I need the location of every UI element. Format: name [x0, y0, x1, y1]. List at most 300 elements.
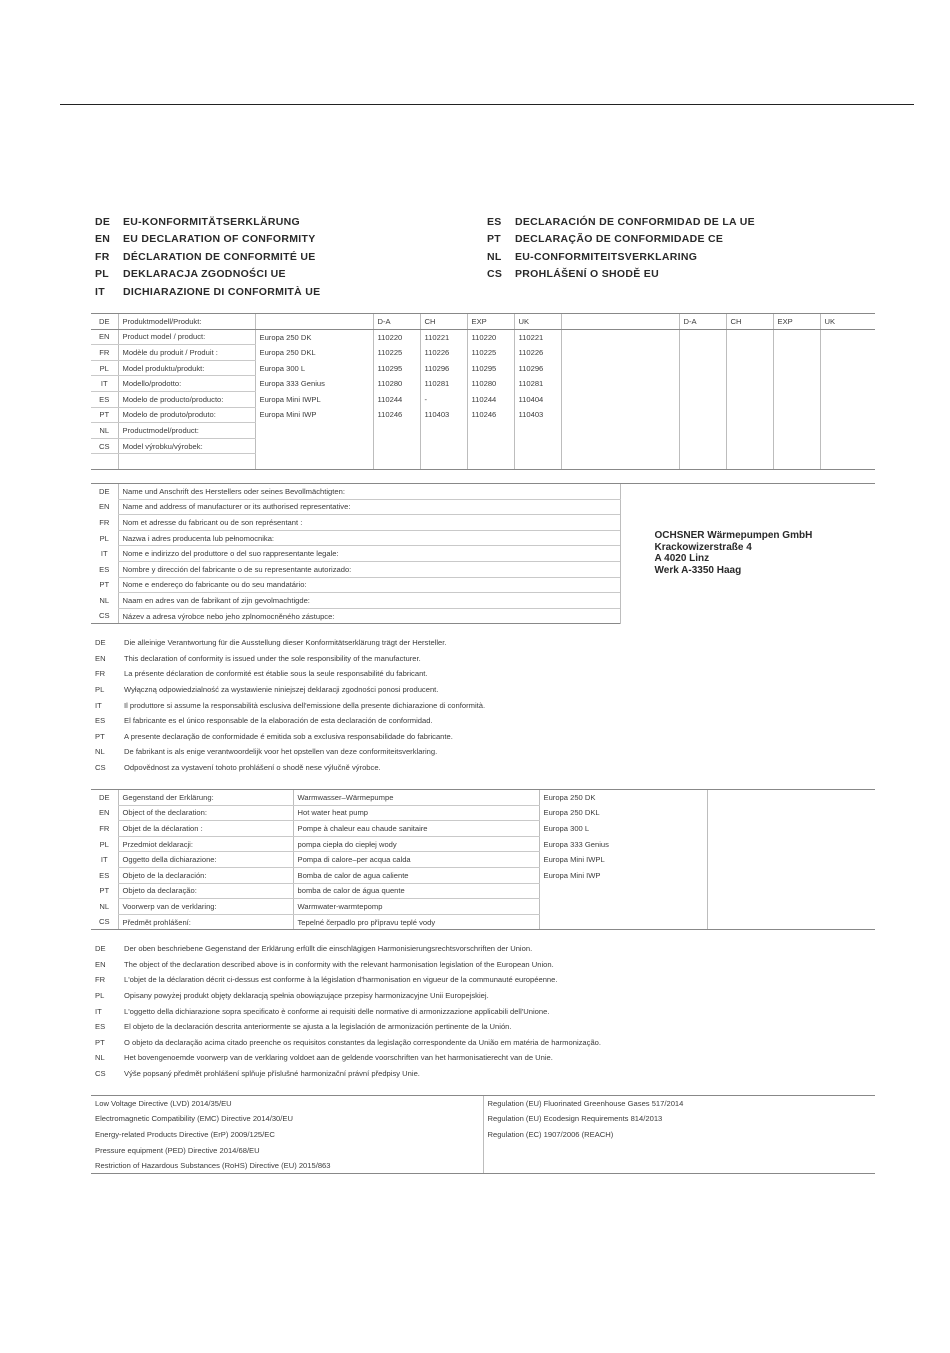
manufacturer-name: OCHSNER Wärmepumpen GmbH	[654, 530, 813, 541]
article-d-a: 110246	[373, 407, 420, 423]
product-row	[91, 407, 875, 423]
title-text: DECLARACIÓN DE CONFORMIDAD DE LA UE	[515, 215, 755, 228]
language-code: NL	[91, 423, 118, 439]
object-value: Hot water heat pump	[293, 805, 539, 821]
language-code: IT	[95, 1006, 102, 1016]
object-row	[91, 836, 875, 852]
language-code: ES	[487, 215, 502, 228]
language-code: PL	[99, 839, 109, 849]
manufacturer-plant: Werk A-3350 Haag	[654, 564, 742, 576]
article-exp	[467, 423, 514, 439]
object-label: Objet de la déclaration :	[118, 821, 293, 837]
empty-d-a-cell	[679, 423, 726, 439]
object-value: Warmwater-warmtepomp	[293, 899, 539, 915]
empty-uk-cell	[820, 345, 875, 361]
conformity-line	[95, 941, 875, 957]
product-label: Model výrobku/výrobek:	[118, 438, 255, 454]
empty-model-cell	[561, 345, 679, 361]
product-label: Product model / product:	[118, 329, 255, 345]
object-row	[91, 821, 875, 837]
header-ch: CH	[420, 314, 467, 330]
title-text: EU-KONFORMITÄTSERKLÄRUNG	[123, 215, 300, 228]
title-row	[95, 213, 320, 231]
object-model: Europa Mini IWP	[539, 867, 707, 883]
language-code: ES	[95, 716, 106, 726]
title-text: DECLARAÇÃO DE CONFORMIDADE CE	[515, 233, 724, 246]
directive-row	[91, 1127, 875, 1143]
language-code: EN	[98, 808, 110, 818]
article-d-a	[373, 423, 420, 439]
conformity-line	[95, 1066, 875, 1082]
empty-model-cell	[561, 391, 679, 407]
product-label	[118, 454, 255, 470]
language-code: DE	[91, 790, 118, 806]
language-code: CS	[91, 608, 118, 624]
article-d-a: 110244	[373, 391, 420, 407]
article-d-a	[373, 438, 420, 454]
empty-exp-cell	[773, 345, 820, 361]
object-row	[91, 805, 875, 821]
product-row	[91, 345, 875, 361]
language-code: DE	[91, 314, 118, 330]
empty-uk-cell	[820, 360, 875, 376]
product-row	[91, 438, 875, 454]
statement-text: Odpovědnost za vystavení tohoto prohlášení o shodě nese výlučně výrobce.	[124, 763, 381, 773]
empty-model-cell	[561, 423, 679, 439]
article-ch: 110226	[420, 345, 467, 361]
directive-item: Electromagnetic Compatibility (EMC) Directive 2014/30/EU	[95, 1114, 293, 1124]
language-code: IT	[95, 700, 102, 710]
empty-model-cell	[561, 329, 679, 345]
language-code: PT	[99, 886, 110, 896]
manufacturer-label: Nombre y dirección del fabricante o de su representante autorizado:	[118, 561, 620, 577]
article-uk: 110404	[514, 391, 561, 407]
empty-cell	[707, 883, 875, 899]
responsibility-line	[95, 666, 875, 682]
manufacturer-street: Krackowizerstraße 4	[654, 541, 752, 553]
empty-ch-cell	[726, 329, 773, 345]
object-model: Europa 250 DK	[539, 790, 707, 806]
product-row	[91, 423, 875, 439]
empty-ch-cell	[726, 454, 773, 470]
titles-right-column	[487, 213, 755, 283]
statement-text: L'oggetto della dichiarazione sopra specificato è conforme ai requisiti delle normative di armonizzazione applicabili dell'Unione.	[124, 1006, 550, 1016]
header-d-a: D-A	[373, 314, 420, 330]
product-row	[91, 329, 875, 345]
empty-uk-cell	[820, 376, 875, 392]
title-row	[95, 248, 320, 266]
statement-text: This declaration of conformity is issued under the sole responsibility of the manufacturer.	[124, 653, 421, 663]
header-ch-2: CH	[726, 314, 773, 330]
directive-item: Pressure equipment (PED) Directive 2014/68/EU	[95, 1145, 260, 1155]
empty-ch-cell	[726, 391, 773, 407]
product-label: Modèle du produit / Produit :	[118, 345, 255, 361]
language-code: ES	[99, 564, 110, 574]
article-uk	[514, 438, 561, 454]
empty-model-cell	[561, 360, 679, 376]
header-exp: EXP	[467, 314, 514, 330]
article-ch: 110403	[420, 407, 467, 423]
product-label: Modello/prodotto:	[118, 376, 255, 392]
manufacturer-row	[91, 484, 875, 500]
object-label: Object of the declaration:	[118, 805, 293, 821]
regulation-item: Regulation (EU) Ecodesign Requirements 814/2013	[483, 1111, 875, 1127]
language-code: DE	[91, 484, 118, 500]
product-model	[255, 454, 373, 470]
statement-text: Výše popsaný předmět prohlášení splňuje příslušné harmonizační právní předpisy Unie.	[124, 1069, 420, 1079]
empty-uk-cell	[820, 407, 875, 423]
product-row	[91, 391, 875, 407]
directive-row	[91, 1096, 875, 1112]
empty-cell	[707, 852, 875, 868]
manufacturer-label: Name and address of manufacturer or its authorised representative:	[118, 499, 620, 515]
empty-ch-cell	[726, 345, 773, 361]
empty-d-a-cell	[679, 360, 726, 376]
product-label: Model produktu/produkt:	[118, 360, 255, 376]
language-code: PT	[91, 407, 118, 423]
language-code: NL	[487, 250, 502, 263]
statement-text: La présente déclaration de conformité est établie sous la seule responsabilité du fabricant.	[124, 669, 428, 679]
language-code: ES	[91, 391, 118, 407]
statement-text: A presente declaração de conformidade é emitida sob a exclusiva responsabilidade do fabricante.	[124, 731, 453, 741]
title-row	[487, 231, 755, 249]
conformity-line	[95, 1003, 875, 1019]
article-ch	[420, 438, 467, 454]
object-value: Bomba de calor de agua caliente	[293, 867, 539, 883]
empty-cell	[707, 867, 875, 883]
article-uk: 110403	[514, 407, 561, 423]
header-rule	[60, 104, 914, 105]
statement-text: Der oben beschriebene Gegenstand der Erklärung erfüllt die einschlägigen Harmonisierungsrechtsvorschriften der Union.	[124, 944, 533, 954]
object-label: Objeto de la declaración:	[118, 867, 293, 883]
language-code: DE	[95, 638, 106, 648]
conformity-line	[95, 988, 875, 1004]
article-d-a: 110225	[373, 345, 420, 361]
title-text: PROHLÁŠENÍ O SHODĚ EU	[515, 268, 659, 281]
empty-d-a-cell	[679, 438, 726, 454]
language-code: PT	[99, 580, 110, 590]
header-uk-2: UK	[820, 314, 875, 330]
language-code: DE	[95, 215, 111, 228]
responsibility-line	[95, 729, 875, 745]
article-exp: 110225	[467, 345, 514, 361]
article-d-a: 110295	[373, 360, 420, 376]
language-code: PL	[91, 360, 118, 376]
regulation-item: Regulation (EC) 1907/2006 (REACH)	[483, 1127, 875, 1143]
language-code: PL	[95, 685, 105, 695]
manufacturer-city: A 4020 Linz	[654, 553, 710, 564]
statement-text: Het bovengenoemde voorwerp van de verklaring voldoet aan de geldende voorschriften van het harmonisatierecht van de Unie.	[124, 1053, 553, 1063]
article-ch: 110296	[420, 360, 467, 376]
object-value: Pompa di calore–per acqua calda	[293, 852, 539, 868]
empty-exp-cell	[773, 438, 820, 454]
object-row	[91, 790, 875, 806]
empty-cell	[707, 899, 875, 915]
language-code: CS	[95, 763, 106, 773]
header-exp-2: EXP	[773, 314, 820, 330]
article-exp	[467, 454, 514, 470]
object-model: Europa 300 L	[539, 821, 707, 837]
empty-uk-cell	[820, 454, 875, 470]
language-code: NL	[99, 595, 110, 605]
statement-text: The object of the declaration described above is in conformity with the relevant harmonisation legislation of the European Union.	[124, 959, 554, 969]
empty-model-cell	[561, 438, 679, 454]
directives-table	[91, 1095, 875, 1174]
object-label: Oggetto della dichiarazione:	[118, 852, 293, 868]
empty-exp-cell	[773, 376, 820, 392]
article-d-a: 110220	[373, 329, 420, 345]
empty-exp-cell	[773, 454, 820, 470]
object-value: Tepelné čerpadlo pro přípravu teplé vody	[293, 914, 539, 930]
language-code: IT	[100, 549, 108, 559]
regulation-item	[483, 1158, 875, 1174]
title-row	[95, 283, 320, 301]
empty-exp-cell	[773, 407, 820, 423]
manufacturer-label: Nazwa i adres producenta lub pełnomocnika:	[118, 530, 620, 546]
empty-d-a-cell	[679, 407, 726, 423]
empty-cell	[707, 821, 875, 837]
object-value: Pompe à chaleur eau chaude sanitaire	[293, 821, 539, 837]
article-uk: 110281	[514, 376, 561, 392]
product-row	[91, 360, 875, 376]
title-text: EU-CONFORMITEITSVERKLARING	[515, 250, 698, 263]
title-row	[487, 213, 755, 231]
article-uk: 110296	[514, 360, 561, 376]
article-uk: 110226	[514, 345, 561, 361]
title-text: DICHIARAZIONE DI CONFORMITÀ UE	[123, 285, 321, 298]
manufacturer-label: Nome e endereço do fabricante ou do seu mandatário:	[118, 577, 620, 593]
manufacturer-label: Naam en adres van de fabrikant of zijn gevolmachtigde:	[118, 593, 620, 609]
language-code: PL	[95, 991, 105, 1001]
language-code: FR	[91, 345, 118, 361]
article-ch	[420, 423, 467, 439]
language-code: NL	[95, 747, 105, 757]
object-label: Przedmiot deklaracji:	[118, 836, 293, 852]
directive-row	[91, 1111, 875, 1127]
object-label: Předmět prohlášení:	[118, 914, 293, 930]
empty-exp-cell	[773, 391, 820, 407]
empty-ch-cell	[726, 438, 773, 454]
language-code	[91, 454, 118, 470]
product-model-table	[91, 313, 875, 470]
article-exp: 110246	[467, 407, 514, 423]
empty-model-cell	[561, 376, 679, 392]
empty-model-cell	[561, 314, 679, 330]
product-model: Europa 250 DK	[255, 329, 373, 345]
statement-text: Wyłączną odpowiedzialność za wystawienie niniejszej deklaracji zgodności ponosi producent.	[124, 685, 439, 695]
responsibility-statements	[95, 635, 875, 775]
responsibility-line	[95, 651, 875, 667]
language-code: ES	[99, 870, 110, 880]
language-code: CS	[91, 438, 118, 454]
article-uk: 110221	[514, 329, 561, 345]
statement-text: El fabricante es el único responsable de la elaboración de esta declaración de conformidad.	[124, 716, 433, 726]
product-row	[91, 376, 875, 392]
conformity-line	[95, 972, 875, 988]
conformity-line	[95, 957, 875, 973]
language-code: PT	[487, 233, 502, 246]
language-code: IT	[91, 376, 118, 392]
directive-item: Low Voltage Directive (LVD) 2014/35/EU	[91, 1096, 483, 1112]
empty-cell	[707, 836, 875, 852]
language-code: NL	[99, 901, 110, 911]
article-exp	[467, 438, 514, 454]
responsibility-line	[95, 635, 875, 651]
responsibility-line	[95, 697, 875, 713]
object-row	[91, 867, 875, 883]
language-code: FR	[99, 823, 110, 833]
language-code: EN	[91, 329, 118, 345]
conformity-line	[95, 1019, 875, 1035]
object-value: pompa ciepła do ciepłej wody	[293, 836, 539, 852]
responsibility-line	[95, 713, 875, 729]
product-model: Europa Mini IWPL	[255, 391, 373, 407]
product-model	[255, 314, 373, 330]
language-code: EN	[95, 653, 106, 663]
article-ch: 110281	[420, 376, 467, 392]
regulation-item	[483, 1142, 875, 1158]
language-code: CS	[95, 1069, 106, 1079]
manufacturer-label: Nom et adresse du fabricant ou de son représentant :	[118, 515, 620, 531]
object-label: Gegenstand der Erklärung:	[118, 790, 293, 806]
language-code: FR	[95, 975, 106, 985]
directive-item: Energy-related Products Directive (ErP) 2009/125/EC	[95, 1129, 275, 1139]
product-model: Europa 333 Genius	[255, 376, 373, 392]
article-ch	[420, 454, 467, 470]
empty-ch-cell	[726, 423, 773, 439]
empty-exp-cell	[773, 423, 820, 439]
responsibility-line	[95, 744, 875, 760]
language-code: ES	[95, 1022, 106, 1032]
product-label: Modelo de produto/produto:	[118, 407, 255, 423]
empty-model-cell	[561, 407, 679, 423]
empty-d-a-cell	[679, 345, 726, 361]
statement-text: O objeto da declaração acima citado preenche os requisitos constantes da legislação correspondente da União em matéria de harmonização.	[124, 1037, 602, 1047]
article-uk	[514, 454, 561, 470]
language-code: PL	[95, 268, 110, 281]
article-d-a: 110280	[373, 376, 420, 392]
empty-d-a-cell	[679, 391, 726, 407]
empty-uk-cell	[820, 438, 875, 454]
article-ch: 110221	[420, 329, 467, 345]
empty-exp-cell	[773, 360, 820, 376]
language-code: FR	[95, 669, 106, 679]
product-model: Europa 300 L	[255, 360, 373, 376]
language-code: IT	[100, 855, 108, 865]
object-row	[91, 883, 875, 899]
language-code: PL	[99, 533, 109, 543]
manufacturer-address	[620, 484, 875, 624]
object-model	[539, 914, 707, 930]
header-d-a-2: D-A	[679, 314, 726, 330]
manufacturer-table	[91, 483, 875, 624]
responsibility-line	[95, 760, 875, 776]
title-row	[487, 248, 755, 266]
object-model: Europa Mini IWPL	[539, 852, 707, 868]
product-row	[91, 314, 875, 330]
empty-d-a-cell	[679, 454, 726, 470]
language-code: PT	[95, 731, 105, 741]
empty-cell	[707, 805, 875, 821]
language-code: NL	[95, 1053, 105, 1063]
manufacturer-label: Name und Anschrift des Herstellers oder seines Bevollmächtigten:	[118, 484, 620, 500]
manufacturer-label: Nome e indirizzo del produttore o del suo rappresentante legale:	[118, 546, 620, 562]
object-model	[539, 883, 707, 899]
empty-uk-cell	[820, 423, 875, 439]
title-text: EU DECLARATION OF CONFORMITY	[123, 233, 316, 246]
object-row	[91, 899, 875, 915]
language-code: EN	[98, 502, 110, 512]
conformity-line	[95, 1050, 875, 1066]
statement-text: L'objet de la déclaration décrit ci-dessus est conforme à la législation d'harmonisation en vigueur de la communauté européenne.	[124, 975, 558, 985]
directive-row	[91, 1158, 875, 1174]
article-exp: 110295	[467, 360, 514, 376]
empty-ch-cell	[726, 407, 773, 423]
empty-uk-cell	[820, 391, 875, 407]
article-uk	[514, 423, 561, 439]
product-model	[255, 438, 373, 454]
object-model	[539, 899, 707, 915]
empty-exp-cell	[773, 329, 820, 345]
empty-cell	[707, 790, 875, 806]
language-code: DE	[95, 944, 106, 954]
statement-text: Il produttore si assume la responsabilità esclusiva dell'emissione della presente dichiarazione di conformità.	[124, 700, 486, 710]
object-row	[91, 852, 875, 868]
title-row	[95, 231, 320, 249]
responsibility-line	[95, 682, 875, 698]
object-label: Objeto da declaração:	[118, 883, 293, 899]
article-ch: -	[420, 391, 467, 407]
title-text: DEKLARACJA ZGODNOŚCI UE	[123, 268, 286, 281]
product-model: Europa 250 DKL	[255, 345, 373, 361]
directive-item: Restriction of Hazardous Substances (RoHS) Directive (EU) 2015/863	[91, 1158, 483, 1174]
regulation-item: Regulation (EU) Fluorinated Greenhouse Gases 517/2014	[483, 1096, 875, 1112]
article-exp: 110220	[467, 329, 514, 345]
object-model: Europa 250 DKL	[539, 805, 707, 821]
language-code: CS	[487, 268, 503, 281]
manufacturer-label: Název a adresa výrobce nebo jeho zplnomocněného zástupce:	[118, 608, 620, 624]
language-code: EN	[95, 959, 106, 969]
header-uk: UK	[514, 314, 561, 330]
statement-text: El objeto de la declaración descrita anteriormente se ajusta a la legislación de armonización pertinente de la Unión.	[124, 1022, 512, 1032]
title-text: DÉCLARATION DE CONFORMITÉ UE	[123, 250, 316, 263]
language-code: FR	[99, 517, 110, 527]
article-d-a	[373, 454, 420, 470]
product-model	[255, 423, 373, 439]
object-value: Warmwasser–Wärmepumpe	[293, 790, 539, 806]
empty-model-cell	[561, 454, 679, 470]
statement-text: Opisany powyżej produkt objęty deklaracją spełnia obowiązujące przepisy harmonizacyjne Unii Europejskiej.	[124, 991, 489, 1001]
title-row	[95, 266, 320, 284]
empty-ch-cell	[726, 376, 773, 392]
statement-text: Die alleinige Verantwortung für die Ausstellung dieser Konformitätserklärung trägt der Hersteller.	[124, 638, 447, 648]
product-model: Europa Mini IWP	[255, 407, 373, 423]
title-row	[487, 266, 755, 284]
product-label: Produktmodell/Produkt:	[118, 314, 255, 330]
object-model: Europa 333 Genius	[539, 836, 707, 852]
empty-d-a-cell	[679, 329, 726, 345]
object-value: bomba de calor de água quente	[293, 883, 539, 899]
titles-left-column	[95, 213, 320, 301]
product-label: Modelo de producto/producto:	[118, 391, 255, 407]
language-code: IT	[95, 285, 105, 298]
product-row	[91, 454, 875, 470]
object-table	[91, 789, 875, 930]
empty-uk-cell	[820, 329, 875, 345]
article-exp: 110244	[467, 391, 514, 407]
empty-cell	[707, 914, 875, 930]
object-row	[91, 914, 875, 930]
